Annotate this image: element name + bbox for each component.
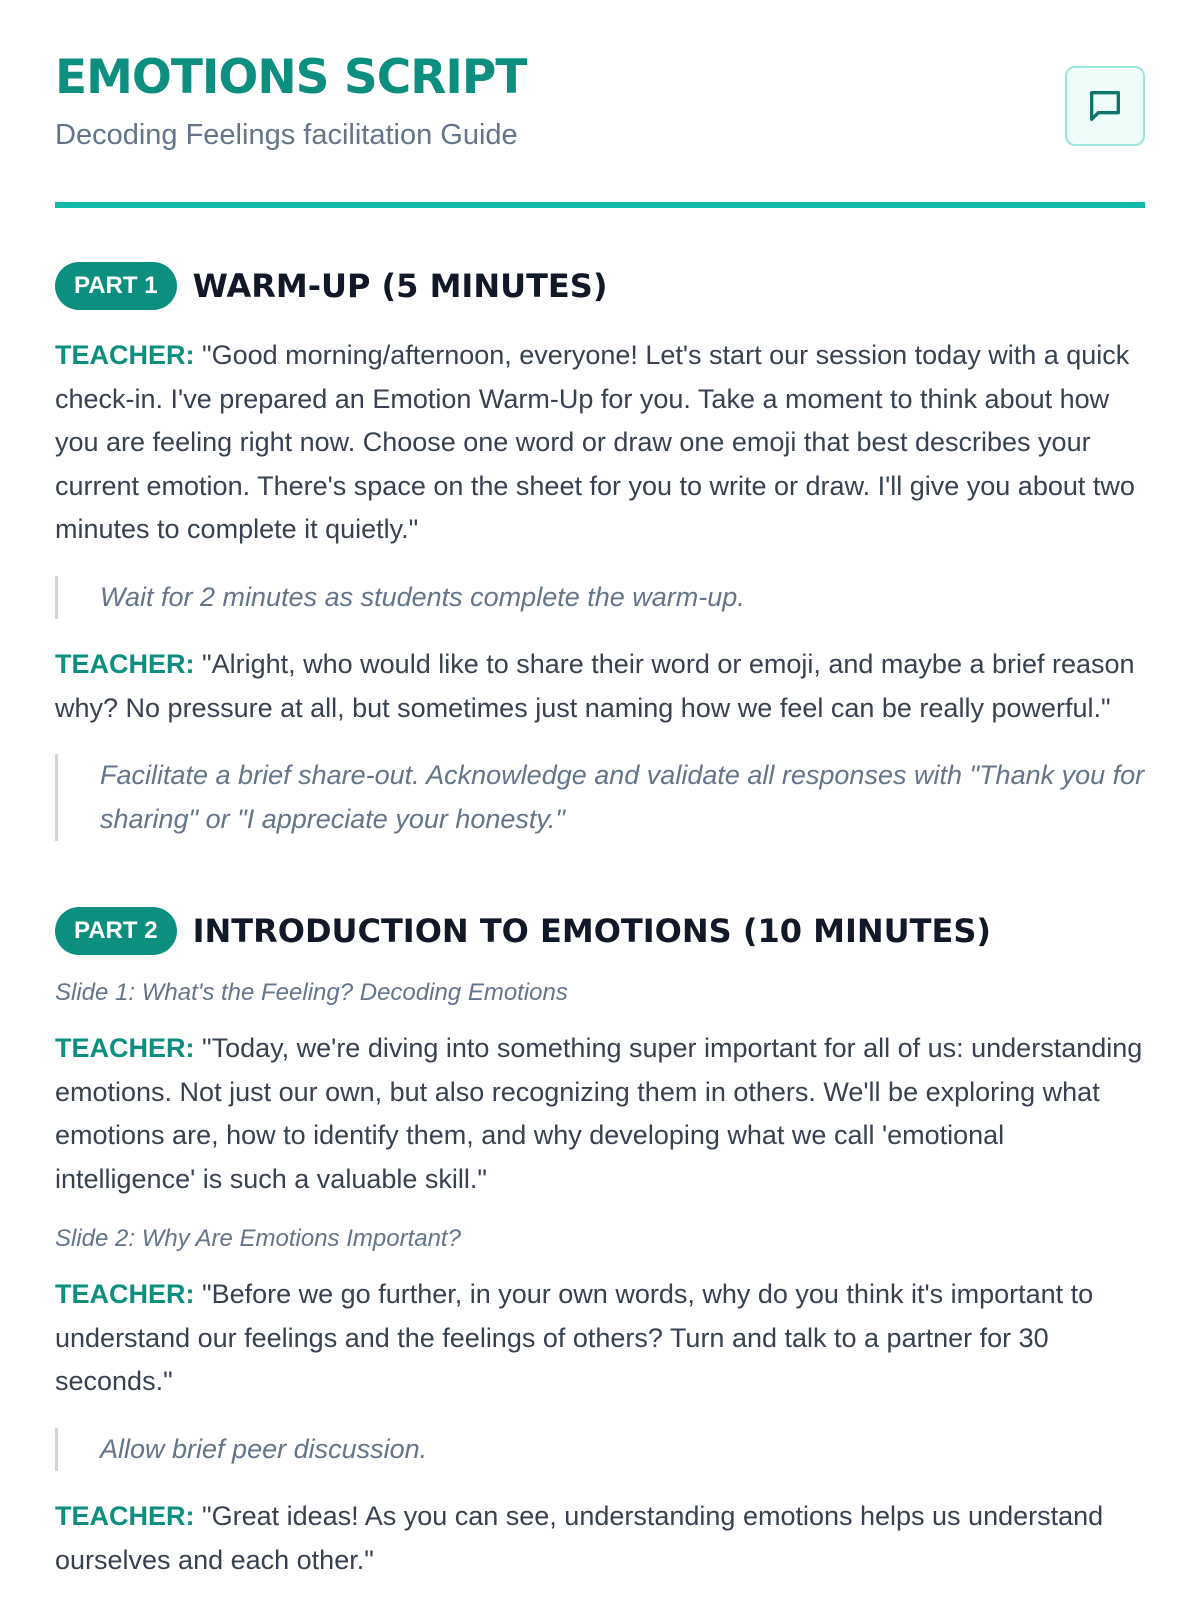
part-badge: PART 1 (55, 262, 177, 310)
facilitator-note: Facilitate a brief share-out. Acknowledge and validate all responses with "Thank you for sharing" or "I appreciate your honesty." (55, 754, 1145, 841)
teacher-text: "Great ideas! As you can see, understanding emotions helps us understand ourselves and each other." (55, 1501, 1104, 1575)
part-badge: PART 2 (55, 907, 177, 955)
speaker-label: TEACHER: (55, 340, 195, 370)
speaker-label: TEACHER: (55, 1033, 195, 1063)
page-subtitle: Decoding Feelings facilitation Guide (55, 119, 518, 151)
teacher-line (55, 643, 1145, 730)
part-title: INTRODUCTION TO EMOTIONS (10 MINUTES) (192, 912, 991, 950)
speaker-label: TEACHER: (55, 1279, 195, 1309)
slide-label: Slide 2: Why Are Emotions Important? (55, 1225, 461, 1252)
slide-label: Slide 1: What's the Feeling? Decoding Emotions (55, 979, 568, 1006)
teacher-line (55, 1273, 1145, 1404)
part-2-section (55, 907, 1145, 1582)
teacher-line (55, 1027, 1145, 1201)
part-title: WARM-UP (5 MINUTES) (192, 267, 608, 305)
teacher-text: "Good morning/afternoon, everyone! Let's start our session today with a quick check-in. I've prepared an Emotion Warm-Up for you. Take a moment to think about how you are feeling right now. Choose one word or draw one emoji that best describes your current emotion. There's space on the sheet for you to write or draw. I'll give you about two minutes to complete it quietly." (55, 340, 1135, 544)
facilitator-note: Wait for 2 minutes as students complete the warm-up. (55, 576, 1145, 620)
page-header (55, 0, 1145, 208)
page-title: EMOTIONS SCRIPT (55, 50, 527, 105)
part-1-header (55, 262, 1145, 310)
chat-bubble-icon (1085, 86, 1125, 126)
teacher-text: "Before we go further, in your own words, why do you think it's important to understand our feelings and the feelings of others? Turn and talk to a partner for 30 seconds." (55, 1279, 1094, 1396)
facilitator-note: Allow brief peer discussion. (55, 1428, 1145, 1472)
part-2-header (55, 907, 1145, 955)
teacher-text: "Alright, who would like to share their word or emoji, and maybe a brief reason why? No pressure at all, but sometimes just naming how we feel can be really powerful." (55, 649, 1135, 723)
speaker-label: TEACHER: (55, 649, 195, 679)
chat-button[interactable] (1065, 66, 1145, 146)
teacher-text: "Today, we're diving into something super important for all of us: understanding emotions. Not just our own, but also recognizing them in others. We'll be exploring what emotions are, how to identify them, and why developing what we call 'emotional intelligence' is such a valuable skill." (55, 1033, 1143, 1194)
part-1-section (55, 262, 1145, 841)
teacher-line (55, 334, 1145, 552)
speaker-label: TEACHER: (55, 1501, 195, 1531)
teacher-line (55, 1495, 1145, 1582)
